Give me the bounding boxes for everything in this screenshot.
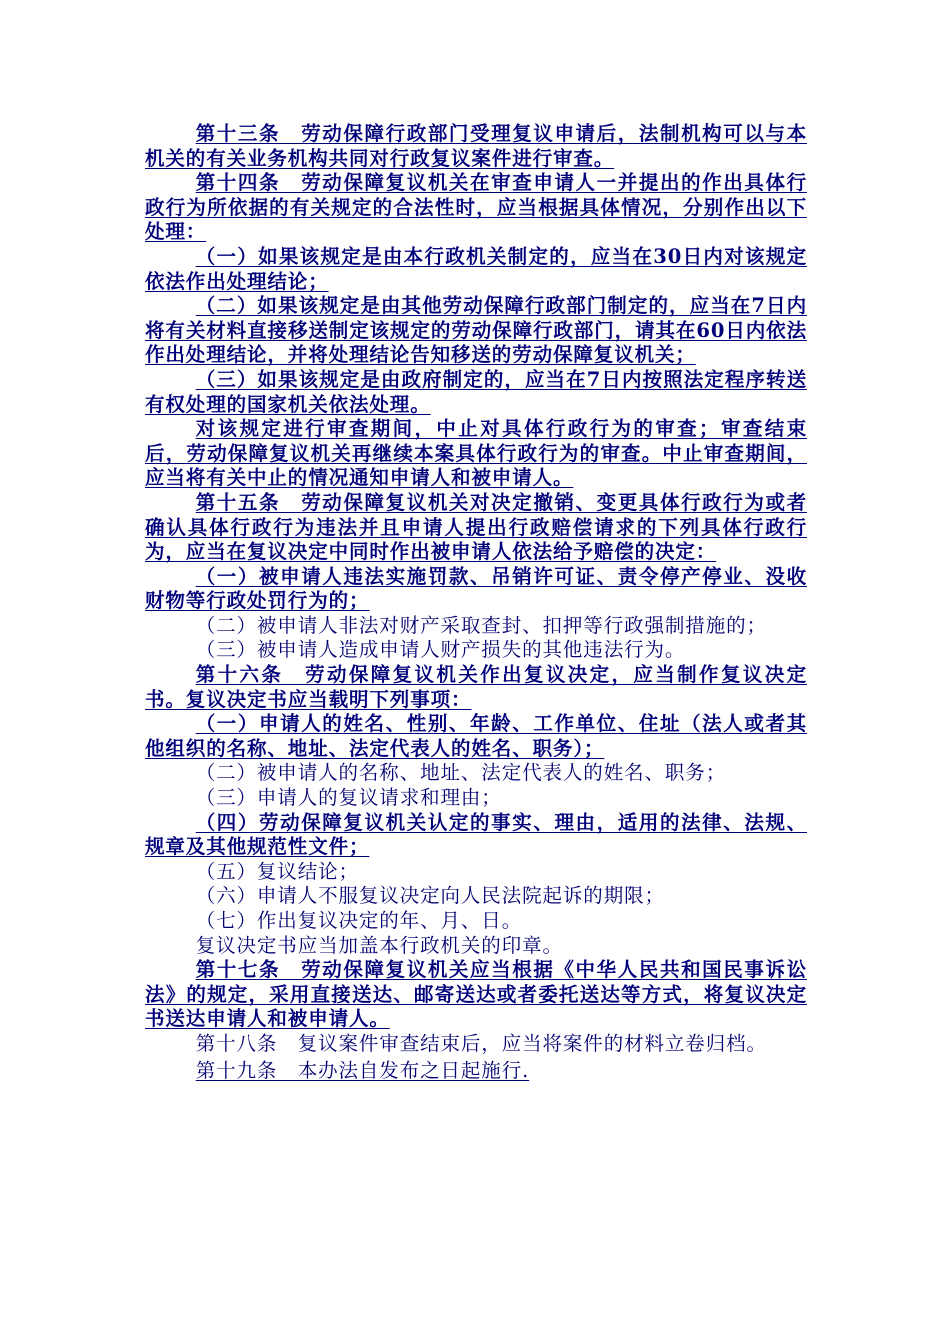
- article-16-item-4-text: （四）劳动保障复议机关认定的事实、理由，适用的法律、法规、规章及其他规范性文件；: [145, 810, 807, 859]
- article-15-item-2: [145, 614, 807, 639]
- article-15-item-2-text: （二）被申请人非法对财产采取查封、扣押等行政强制措施的；: [195, 613, 767, 637]
- article-16-item-7-text: （七）作出复议决定的年、月、日。: [195, 909, 523, 932]
- article-16-text: 第十六条 劳动保障复议机关作出复议决定，应当制作复议决定书。复议决定书应当载明下列事项：: [145, 663, 807, 711]
- article-16-item-3-text: （三）申请人的复议请求和理由；: [195, 786, 502, 810]
- article-15: [145, 491, 807, 565]
- article-16-item-2-text: （二）被申请人的名称、地址、法定代表人的姓名、职务；: [195, 761, 727, 785]
- article-13: [145, 122, 807, 171]
- article-14-item-2-text: （二）如果该规定是由其他劳动保障行政部门制定的，应当在7日内将有关材料直接移送制定该规定的劳动保障行政部门，请其在60日内依法作出处理结论，并将处理结论告知移送的劳动保障复议机关；: [145, 294, 807, 367]
- article-14-item-2: [145, 294, 807, 368]
- article-16-item-1-text: （一）申请人的姓名、性别、年龄、工作单位、住址（法人或者其他组织的名称、地址、法定代表人的姓名、职务）；: [145, 712, 807, 760]
- article-16-seal: [145, 934, 807, 959]
- article-14-text: 第十四条 劳动保障复议机关在审查申请人一并提出的作出具体行政行为所依据的有关规定的合法性时，应当根据具体情况，分别作出以下处理：: [145, 171, 807, 244]
- article-16-seal-text: 复议决定书应当加盖本行政机关的印章。: [195, 933, 563, 957]
- article-18-text: 第十八条 复议案件审查结束后，应当将案件的材料立卷归档。: [195, 1031, 767, 1055]
- article-14-item-3: [145, 368, 807, 417]
- article-15-item-3-text: （三）被申请人造成申请人财产损失的其他违法行为。: [195, 638, 686, 662]
- article-16-item-4: [145, 811, 807, 860]
- article-16-item-2: [145, 761, 807, 786]
- article-16-item-3: [145, 786, 807, 811]
- article-15-item-1-text: （一）被申请人违法实施罚款、吊销许可证、责令停产停业、没收财物等行政处罚行为的；: [145, 564, 807, 613]
- article-17: [145, 958, 807, 1032]
- article-15-item-3: [145, 638, 807, 663]
- article-15-item-1: [145, 565, 807, 614]
- article-18: [145, 1032, 807, 1057]
- article-14-item-1: [145, 245, 807, 294]
- article-16-item-6: [145, 884, 807, 909]
- article-16-item-6-text: （六）申请人不服复议决定向人民法院起诉的期限；: [195, 884, 665, 908]
- article-16-item-7: [145, 909, 807, 934]
- article-16: [145, 663, 807, 712]
- article-16-item-1: [145, 712, 807, 761]
- article-14-item-1-text: （一）如果该规定是由本行政机关制定的，应当在30日内对该规定依法作出处理结论；: [145, 244, 807, 293]
- article-17-text: 第十七条 劳动保障复议机关应当根据《中华人民共和国民事诉讼法》的规定，采用直接送达、邮寄送达或者委托送达等方式，将复议决定书送达申请人和被申请人。: [145, 958, 807, 1031]
- article-14: [145, 171, 807, 245]
- article-19: [145, 1059, 807, 1084]
- article-14-suspension-text: 对该规定进行审查期间，中止对具体行政行为的审查；审查结束后，劳动保障复议机关再继续本案具体行政行为的审查。中止审查期间，应当将有关中止的情况通知申请人和被申请人。: [145, 417, 807, 490]
- document-body: [145, 122, 807, 1083]
- article-15-text: 第十五条 劳动保障复议机关对决定撤销、变更具体行政行为或者确认具体行政行为违法并且申请人提出行政赔偿请求的下列具体行政行为，应当在复议决定中同时作出被申请人依法给予赔偿的决定：: [145, 490, 807, 564]
- article-13-text: 第十三条 劳动保障行政部门受理复议申请后，法制机构可以与本机关的有关业务机构共同对行政复议案件进行审查。: [145, 122, 807, 170]
- article-16-item-5: [145, 860, 807, 885]
- article-16-item-5-text: （五）复议结论；: [195, 859, 359, 883]
- article-14-suspension: [145, 417, 807, 491]
- article-14-item-3-text: （三）如果该规定是由政府制定的，应当在7日内按照法定程序转送有权处理的国家机关依法处理。: [145, 367, 807, 416]
- article-19-text: 第十九条 本办法自发布之日起施行.: [195, 1058, 530, 1082]
